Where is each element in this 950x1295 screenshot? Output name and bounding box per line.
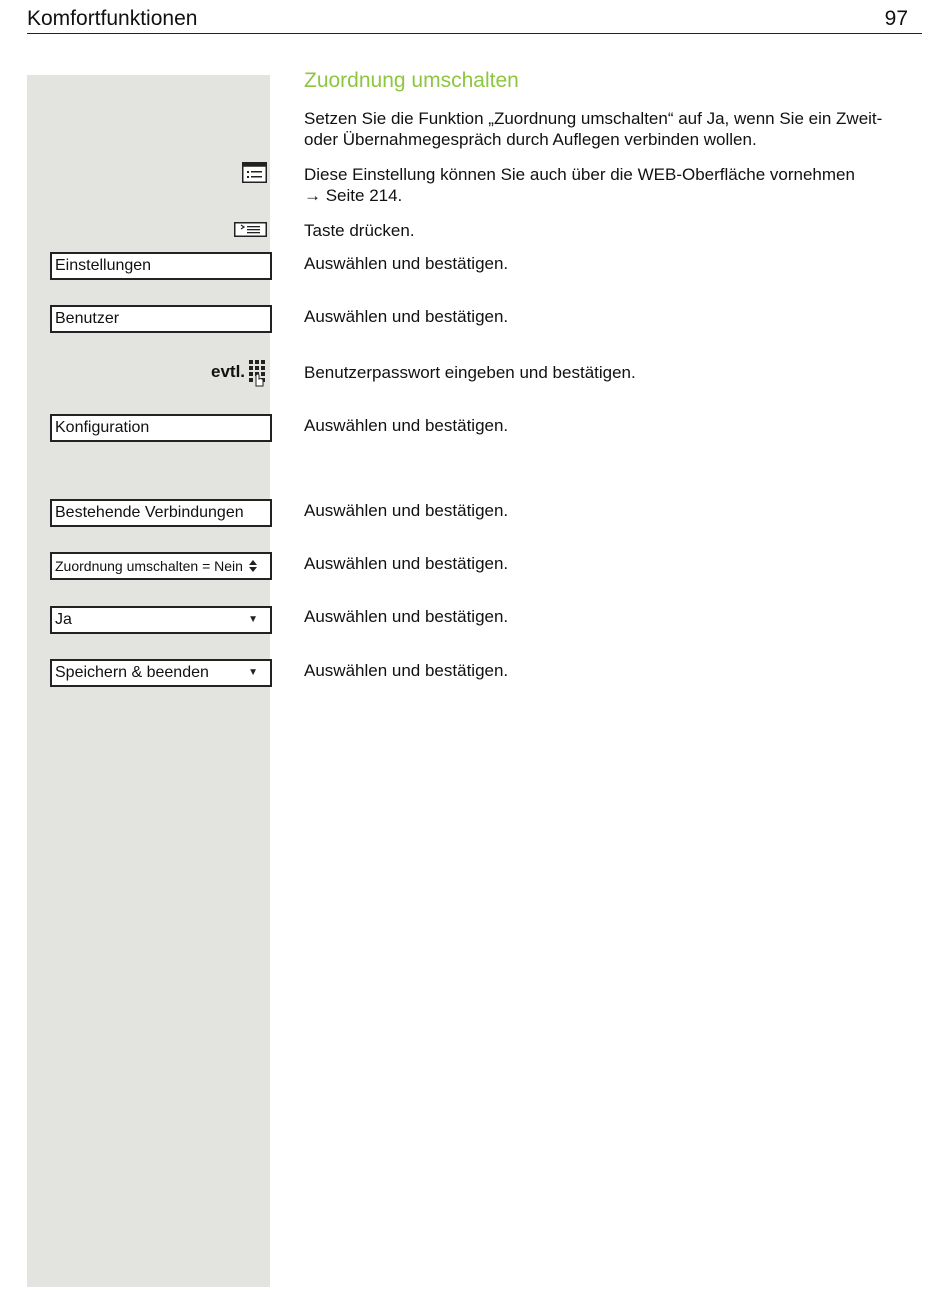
chapter-title: Komfortfunktionen: [27, 7, 198, 30]
optional-label: evtl.: [211, 362, 246, 381]
menu-item-ja[interactable]: [50, 606, 272, 634]
updown-arrows-icon: [248, 559, 258, 573]
chevron-down-icon: ▼: [248, 667, 258, 678]
intro-line-1: Setzen Sie die Funktion „Zuordnung umschalten“ auf Ja, wenn Sie ein Zweit-: [304, 109, 883, 128]
instruction-ja: Auswählen und bestätigen.: [304, 607, 509, 626]
menu-item-label: Zuordnung umschalten = Nein: [55, 558, 243, 574]
menu-item-label: Konfiguration: [55, 419, 150, 436]
instruction-bestehende-verbindungen: Auswählen und bestätigen.: [304, 501, 509, 520]
menu-item-konfiguration[interactable]: [50, 414, 272, 442]
instruction-speichern-beenden: Auswählen und bestätigen.: [304, 661, 509, 680]
web-note-line-1: Diese Einstellung können Sie auch über die WEB-Oberfläche vornehmen: [304, 165, 855, 184]
password-instruction: Benutzerpasswort eingeben und bestätigen.: [304, 363, 636, 382]
keypad-icon[interactable]: [248, 359, 268, 392]
menu-item-label: Einstellungen: [55, 257, 152, 274]
menu-item-speichern-beenden[interactable]: [50, 659, 272, 687]
menu-item-label: Ja: [55, 611, 72, 628]
chevron-down-icon: ▼: [248, 614, 258, 625]
instruction-einstellungen: Auswählen und bestätigen.: [304, 254, 509, 273]
menu-key-icon[interactable]: [234, 222, 267, 242]
menu-item-label: Bestehende Verbindungen: [55, 504, 244, 521]
page-header: [27, 6, 922, 34]
web-interface-icon: [242, 162, 267, 188]
instruction-benutzer: Auswählen und bestätigen.: [304, 307, 509, 326]
menu-item-einstellungen[interactable]: [50, 252, 272, 280]
menu-item-zuordnung-umschalten[interactable]: [50, 552, 272, 580]
web-note: [304, 164, 914, 206]
menu-item-label: Benutzer: [55, 310, 120, 327]
key-instruction: Taste drücken.: [304, 221, 415, 240]
menu-item-label: Speichern & beenden: [55, 664, 209, 681]
menu-item-benutzer[interactable]: [50, 305, 272, 333]
intro-paragraph: [304, 108, 914, 150]
section-title: Zuordnung umschalten: [304, 69, 519, 92]
web-note-line-2: → Seite 214.: [304, 186, 403, 205]
instruction-zuordnung-umschalten: Auswählen und bestätigen.: [304, 554, 509, 573]
instruction-konfiguration: Auswählen und bestätigen.: [304, 416, 509, 435]
menu-item-bestehende-verbindungen[interactable]: [50, 499, 272, 527]
intro-line-2: oder Übernahmegespräch durch Auflegen verbinden wollen.: [304, 130, 757, 149]
page-number: 97: [884, 7, 908, 30]
